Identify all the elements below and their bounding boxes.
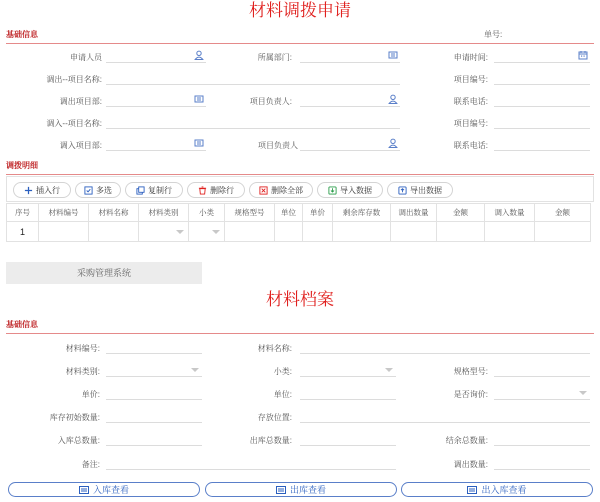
import-icon — [328, 186, 337, 195]
material-name-field[interactable] — [300, 339, 590, 354]
table-cell[interactable] — [303, 222, 333, 242]
material-no-label: 材料编号: — [65, 344, 100, 353]
archive-title: 材料档案 — [266, 290, 334, 309]
contact-phone-1-field[interactable] — [494, 92, 590, 107]
list-icon — [467, 486, 477, 494]
col-header: 单价 — [303, 204, 333, 222]
in-out-view-label: 出入库查看 — [481, 485, 527, 495]
unit-price-label: 单价: — [81, 390, 100, 399]
contact-phone-2-label: 联系电话: — [453, 141, 488, 150]
transfer-out-qty-field[interactable] — [494, 455, 590, 470]
unit-price-field[interactable] — [106, 385, 202, 400]
in-project-name-field[interactable] — [106, 114, 400, 129]
multi-select-icon — [84, 186, 93, 195]
out-project-name-label: 调出--项目名称: — [46, 75, 102, 84]
ask-price-label: 是否询价: — [453, 390, 488, 399]
balance-total-field[interactable] — [494, 431, 590, 446]
copy-icon — [136, 186, 145, 195]
project-no-1-label: 项目编号: — [453, 75, 488, 84]
subcategory-label: 小类: — [273, 367, 292, 376]
balance-total-label: 结余总数量: — [445, 436, 488, 445]
applicant-label: 申请人员 — [70, 53, 102, 62]
col-header: 小类 — [189, 204, 225, 222]
table-cell-select[interactable] — [189, 222, 225, 242]
insert-row-button[interactable] — [13, 182, 71, 198]
in-view-label: 入库查看 — [92, 485, 129, 495]
basic-info-section-header: 基础信息 — [6, 29, 594, 44]
table-cell[interactable] — [535, 222, 591, 242]
out-total-field[interactable] — [300, 431, 396, 446]
storage-location-field[interactable] — [300, 408, 590, 423]
delete-row-label: 删除行 — [210, 185, 234, 195]
applicant-field[interactable] — [106, 48, 206, 63]
transfer-details-section-header: 调拨明细 — [6, 160, 594, 175]
import-data-label: 导入数据 — [340, 185, 372, 195]
out-view-label: 出库查看 — [289, 485, 326, 495]
chevron-down-icon[interactable] — [579, 391, 587, 395]
details-toolbar — [6, 176, 594, 202]
table-cell[interactable] — [225, 222, 275, 242]
remark-label: 备注: — [81, 460, 100, 469]
chevron-down-icon[interactable] — [385, 368, 393, 372]
export-icon — [398, 186, 407, 195]
out-project-dept-field[interactable] — [106, 92, 206, 107]
transfer-details-table — [6, 203, 591, 242]
in-project-dept-field[interactable] — [106, 136, 206, 151]
multi-select-button[interactable] — [75, 182, 121, 198]
insert-row-label: 插入行 — [36, 185, 60, 195]
list-icon — [276, 486, 286, 494]
table-header-row — [7, 204, 591, 222]
chevron-down-icon[interactable] — [176, 230, 184, 234]
delete-row-button[interactable] — [187, 182, 245, 198]
project-leader-1-label: 项目负责人: — [249, 97, 292, 106]
export-data-label: 导出数据 — [410, 185, 442, 195]
spec-model-label: 规格型号: — [453, 367, 488, 376]
out-view-button[interactable] — [205, 482, 397, 497]
initial-stock-field[interactable] — [106, 408, 202, 423]
out-total-label: 出库总数量: — [249, 436, 292, 445]
org-icon[interactable] — [388, 50, 398, 60]
col-header: 剩余库存数 — [333, 204, 391, 222]
plus-icon — [24, 186, 33, 195]
table-cell[interactable] — [333, 222, 391, 242]
col-header: 调出数量 — [391, 204, 437, 222]
purchase-system-tab[interactable]: 采购管理系统 — [6, 262, 202, 284]
table-cell-select[interactable] — [139, 222, 189, 242]
initial-stock-label: 库存初始数量: — [49, 413, 100, 422]
col-header: 金额 — [437, 204, 485, 222]
user-icon[interactable] — [388, 94, 398, 104]
col-header: 材料编号 — [39, 204, 89, 222]
col-header: 材料类别 — [139, 204, 189, 222]
material-category-label: 材料类别: — [65, 367, 100, 376]
calendar-icon[interactable] — [578, 50, 588, 60]
project-no-1-field[interactable] — [494, 70, 590, 85]
project-leader-1-field[interactable] — [300, 92, 400, 107]
contact-phone-2-field[interactable] — [494, 136, 590, 151]
copy-row-button[interactable] — [125, 182, 183, 198]
in-view-button[interactable] — [8, 482, 200, 497]
out-project-name-field[interactable] — [106, 70, 400, 85]
user-icon[interactable] — [194, 50, 204, 60]
table-cell[interactable] — [391, 222, 437, 242]
in-total-label: 入库总数量: — [57, 436, 100, 445]
form-title: 材料调拨申请 — [249, 1, 351, 20]
col-header: 金额 — [535, 204, 591, 222]
in-project-dept-label: 调入项目部: — [59, 141, 102, 150]
table-row[interactable] — [7, 222, 591, 242]
project-no-2-label: 项目编号: — [453, 119, 488, 128]
project-leader-2-field[interactable] — [300, 136, 400, 151]
in-out-view-button[interactable] — [401, 482, 593, 497]
spec-model-field[interactable] — [494, 362, 590, 377]
remark-field[interactable] — [106, 455, 396, 470]
col-header: 单位 — [275, 204, 303, 222]
chevron-down-icon[interactable] — [212, 230, 220, 234]
export-data-button[interactable] — [387, 182, 453, 198]
material-no-field[interactable] — [106, 339, 202, 354]
table-cell[interactable] — [39, 222, 89, 242]
delete-all-icon — [259, 186, 268, 195]
apply-time-label: 申请时间: — [453, 53, 488, 62]
org-icon[interactable] — [194, 94, 204, 104]
unit-label: 单位: — [273, 390, 292, 399]
in-project-name-label: 调入--项目名称: — [46, 119, 102, 128]
org-icon[interactable] — [194, 138, 204, 148]
in-total-field[interactable] — [106, 431, 202, 446]
department-field[interactable] — [300, 48, 400, 63]
table-cell[interactable] — [437, 222, 485, 242]
copy-row-label: 复制行 — [148, 185, 172, 195]
archive-basic-info-section-header: 基础信息 — [6, 319, 594, 334]
chevron-down-icon[interactable] — [191, 368, 199, 372]
transfer-out-qty-label: 调出数量: — [453, 460, 488, 469]
multi-select-label: 多选 — [96, 185, 112, 195]
department-label: 所属部门: — [257, 53, 292, 62]
col-header: 规格型号 — [225, 204, 275, 222]
project-leader-2-label: 项目负责人 — [258, 141, 298, 150]
storage-location-label: 存放位置: — [257, 413, 292, 422]
delete-all-label: 删除全部 — [271, 185, 303, 195]
col-header: 序号 — [7, 204, 39, 222]
col-header: 材料名称 — [89, 204, 139, 222]
delete-all-button[interactable] — [249, 182, 313, 198]
subcategory-select[interactable] — [300, 362, 396, 377]
user-icon[interactable] — [388, 138, 398, 148]
apply-time-field[interactable] — [494, 48, 590, 63]
table-cell[interactable] — [275, 222, 303, 242]
material-category-select[interactable] — [106, 362, 202, 377]
material-name-label: 材料名称: — [257, 344, 292, 353]
ask-price-select[interactable] — [494, 385, 590, 400]
unit-field[interactable] — [300, 385, 396, 400]
import-data-button[interactable] — [317, 182, 383, 198]
project-no-2-field[interactable] — [494, 114, 590, 129]
table-cell[interactable] — [485, 222, 535, 242]
out-project-dept-label: 调出项目部: — [59, 97, 102, 106]
trash-icon — [198, 186, 207, 195]
order-number-label: 单号: — [484, 30, 503, 39]
row-index-cell: 1 — [7, 222, 39, 242]
col-header: 调入数量 — [485, 204, 535, 222]
table-cell[interactable] — [89, 222, 139, 242]
contact-phone-1-label: 联系电话: — [453, 97, 488, 106]
list-icon — [79, 486, 89, 494]
